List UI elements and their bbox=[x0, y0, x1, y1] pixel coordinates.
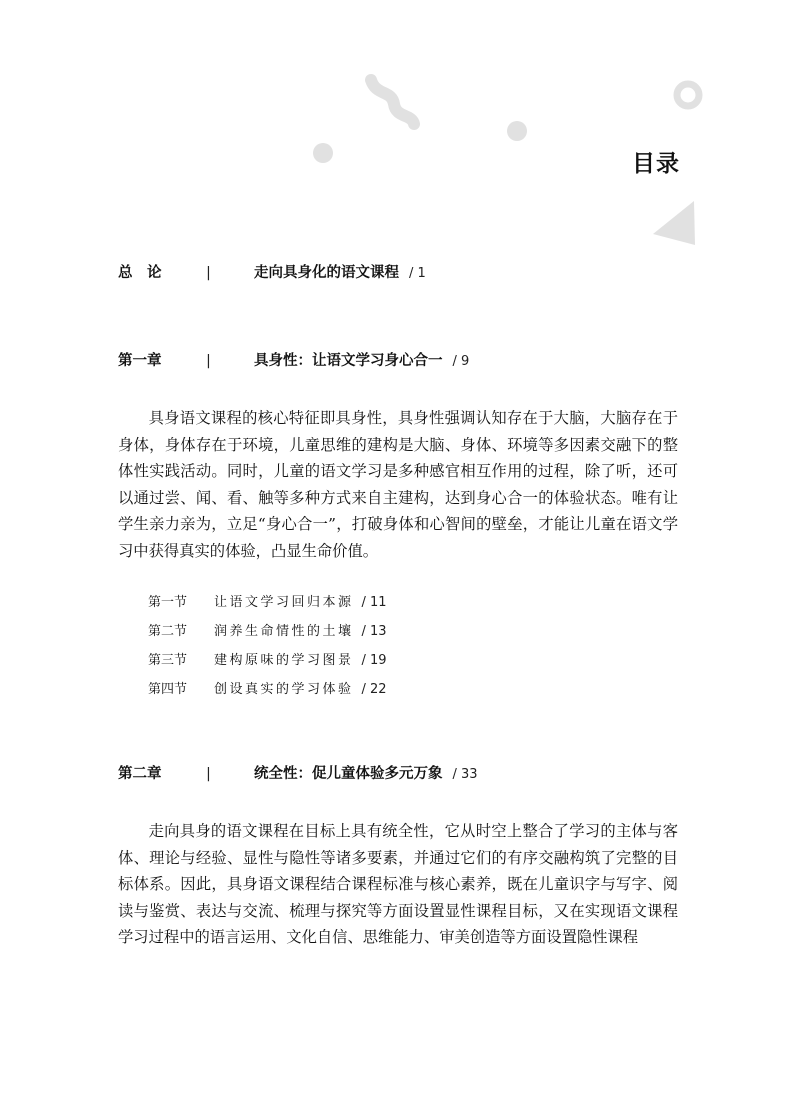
section-number: 第四节 bbox=[148, 682, 188, 697]
chapter-label: 总 论 bbox=[118, 265, 162, 281]
page-title: 目录 bbox=[632, 151, 680, 177]
chapter-separator: | bbox=[206, 353, 211, 369]
toc-section-1[interactable] bbox=[148, 588, 568, 617]
chapter-title bbox=[254, 348, 469, 375]
section-title: 润养生命情性的土壤 bbox=[214, 624, 354, 639]
decorative-shapes bbox=[0, 0, 790, 260]
chapter-title bbox=[254, 761, 478, 788]
section-page: / 11 bbox=[361, 595, 387, 610]
section-page: / 13 bbox=[361, 624, 387, 639]
section-title: 让语文学习回归本源 bbox=[214, 595, 354, 610]
toc-section-3[interactable] bbox=[148, 646, 568, 675]
chapter-2-summary bbox=[118, 818, 678, 951]
toc-section-4[interactable] bbox=[148, 675, 568, 704]
section-number: 第一节 bbox=[148, 595, 188, 610]
section-title: 建构原味的学习图景 bbox=[214, 653, 354, 668]
decor-ring-icon bbox=[677, 84, 699, 106]
section-title: 创设真实的学习体验 bbox=[214, 682, 354, 697]
chapter-separator: | bbox=[206, 265, 211, 281]
chapter-1-section-list bbox=[148, 588, 568, 704]
chapter-title-text: 具身性：让语文学习身心合一 bbox=[254, 353, 443, 369]
chapter-page: / 33 bbox=[452, 767, 478, 782]
section-number: 第二节 bbox=[148, 624, 188, 639]
decor-squiggle-icon bbox=[371, 80, 414, 124]
section-number: 第三节 bbox=[148, 653, 188, 668]
toc-section-2[interactable] bbox=[148, 617, 568, 646]
chapter-title-text: 统全性：促儿童体验多元万象 bbox=[254, 766, 443, 782]
chapter-page: / 1 bbox=[409, 266, 426, 281]
chapter-separator: | bbox=[206, 766, 211, 782]
chapter-label: 第一章 bbox=[118, 353, 162, 369]
chapter-title-text: 走向具身化的语文课程 bbox=[254, 265, 399, 281]
chapter-1-summary bbox=[118, 405, 678, 564]
chapter-label: 第二章 bbox=[118, 766, 162, 782]
chapter-title bbox=[254, 260, 426, 287]
decor-triangle-icon bbox=[653, 201, 695, 245]
chapter-page: / 9 bbox=[452, 354, 470, 369]
section-page: / 19 bbox=[361, 653, 387, 668]
decor-dot-medium-icon bbox=[507, 121, 527, 141]
decor-dot-small-icon bbox=[313, 143, 333, 163]
chapter-2-summary-text: 走向具身的语文课程在目标上具有统全性，它从时空上整合了学习的主体与客体、理论与经验、显性与隐性等诸多要素，并通过它们的有序交融构筑了完整的目标体系。因此，具身语文课程结合课程标准与核心素养，既在儿童识字与写字、阅读与鉴赏、表达与交流、梳理与探究等方面设置显性课程目标，又在实现语文课程学习过程中的语言运用、文化自信、思维能力、审美创造等方面设置隐性课程 bbox=[118, 822, 678, 946]
chapter-1-summary-text: 具身语文课程的核心特征即具身性，具身性强调认知存在于大脑，大脑存在于身体，身体存在于环境，儿童思维的建构是大脑、身体、环境等多因素交融下的整体性实践活动。同时，儿童的语文学习是多种感官相互作用的过程，除了听，还可以通过尝、闻、看、触等多种方式来自主建构，达到身心合一的体验状态。唯有让学生亲力亲为，立足“身心合一”，打破身体和心智间的壁垒，才能让儿童在语文学习中获得真实的体验，凸显生命价值。 bbox=[118, 409, 678, 560]
section-page: / 22 bbox=[361, 682, 387, 697]
